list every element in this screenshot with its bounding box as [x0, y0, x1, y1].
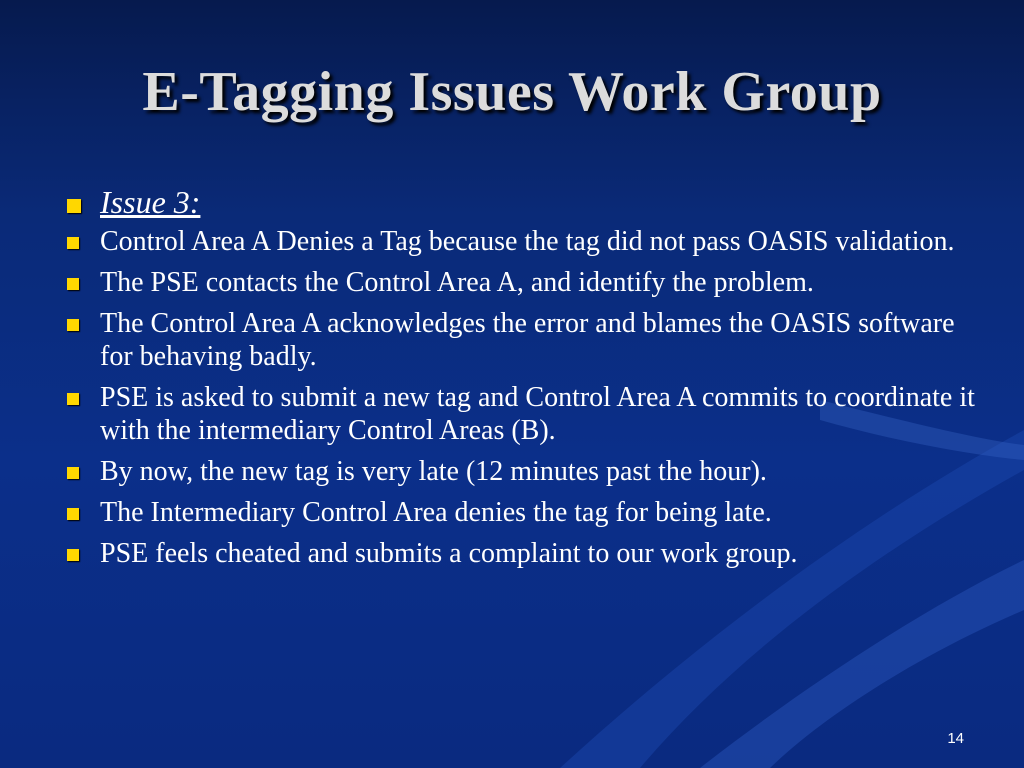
list-item	[62, 381, 982, 447]
list-item	[62, 225, 982, 258]
bullet-text: PSE is asked to submit a new tag and Control Area A commits to coordinate it with the intermediary Control Areas (B).	[100, 382, 975, 446]
bullet-list	[62, 186, 982, 578]
list-item-heading	[62, 186, 982, 219]
slide-title: E-Tagging Issues Work Group	[142, 61, 882, 123]
bullet-text: The Intermediary Control Area denies the tag for being late.	[100, 497, 772, 528]
bullet-text: Control Area A Denies a Tag because the tag did not pass OASIS validation.	[100, 226, 955, 257]
square-bullet-icon	[67, 319, 79, 331]
bullet-text: The PSE contacts the Control Area A, and identify the problem.	[100, 267, 814, 298]
list-item	[62, 496, 982, 529]
square-bullet-icon	[67, 199, 81, 213]
bullet-text: PSE feels cheated and submits a complaint to our work group.	[100, 538, 798, 569]
square-bullet-icon	[67, 467, 79, 479]
square-bullet-icon	[67, 278, 79, 290]
square-bullet-icon	[67, 508, 79, 520]
square-bullet-icon	[67, 237, 79, 249]
bullet-text: By now, the new tag is very late (12 minutes past the hour).	[100, 456, 767, 487]
list-item	[62, 537, 982, 570]
square-bullet-icon	[67, 393, 79, 405]
list-item	[62, 307, 982, 373]
page-number: 14	[947, 730, 964, 747]
issue-heading: Issue 3:	[100, 184, 201, 220]
list-item	[62, 266, 982, 299]
bullet-text: The Control Area A acknowledges the error and blames the OASIS software for behaving badly.	[100, 308, 955, 372]
square-bullet-icon	[67, 549, 79, 561]
list-item	[62, 455, 982, 488]
